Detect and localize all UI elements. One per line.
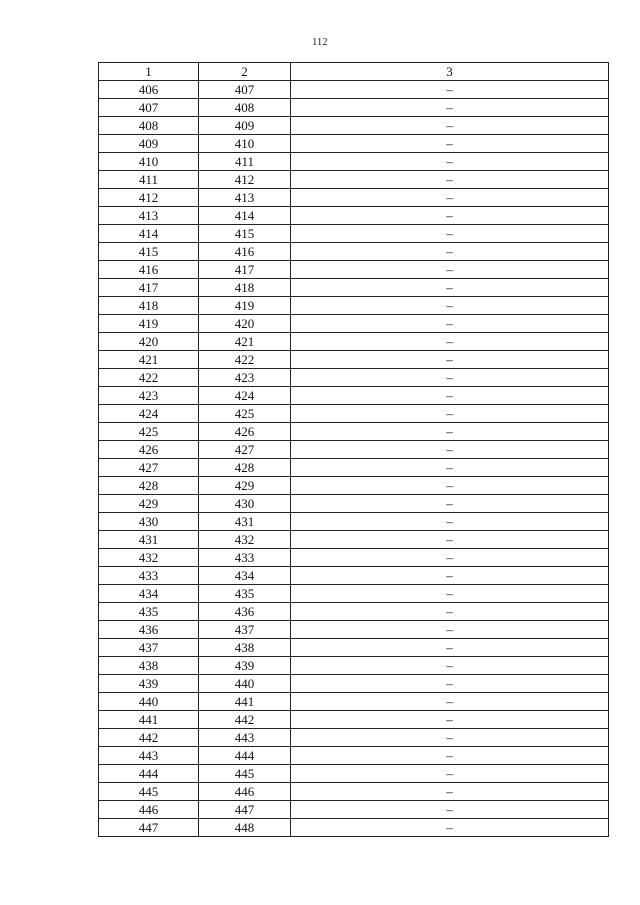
- table-cell-col-2: 418: [199, 279, 291, 297]
- table-row: [99, 657, 609, 675]
- table-row: [99, 711, 609, 729]
- table-header-row: [99, 63, 609, 81]
- column-header-1: 1: [99, 63, 199, 81]
- table-cell-col-3: –: [291, 261, 609, 279]
- table-cell-col-1: 432: [99, 549, 199, 567]
- data-table: [98, 62, 609, 837]
- table-cell-col-1: 425: [99, 423, 199, 441]
- table-cell-col-3: –: [291, 693, 609, 711]
- table-cell-col-1: 430: [99, 513, 199, 531]
- table-cell-col-2: 435: [199, 585, 291, 603]
- table-cell-col-2: 439: [199, 657, 291, 675]
- table-row: [99, 513, 609, 531]
- table-cell-col-2: 419: [199, 297, 291, 315]
- table-cell-col-1: 442: [99, 729, 199, 747]
- table-cell-col-3: –: [291, 621, 609, 639]
- table-cell-col-3: –: [291, 765, 609, 783]
- table-cell-col-1: 407: [99, 99, 199, 117]
- table-cell-col-1: 434: [99, 585, 199, 603]
- table-cell-col-1: 414: [99, 225, 199, 243]
- table-row: [99, 495, 609, 513]
- table-cell-col-1: 410: [99, 153, 199, 171]
- table-cell-col-2: 440: [199, 675, 291, 693]
- table-cell-col-3: –: [291, 387, 609, 405]
- table-cell-col-3: –: [291, 513, 609, 531]
- table-cell-col-1: 412: [99, 189, 199, 207]
- table-cell-col-1: 446: [99, 801, 199, 819]
- table-cell-col-1: 435: [99, 603, 199, 621]
- table-cell-col-1: 447: [99, 819, 199, 837]
- table-row: [99, 135, 609, 153]
- table-row: [99, 99, 609, 117]
- table-row: [99, 459, 609, 477]
- table-cell-col-3: –: [291, 801, 609, 819]
- table-cell-col-2: 433: [199, 549, 291, 567]
- table-cell-col-2: 432: [199, 531, 291, 549]
- table-cell-col-2: 412: [199, 171, 291, 189]
- table-cell-col-1: 413: [99, 207, 199, 225]
- table-cell-col-2: 416: [199, 243, 291, 261]
- table-cell-col-1: 428: [99, 477, 199, 495]
- table-cell-col-3: –: [291, 603, 609, 621]
- table-cell-col-3: –: [291, 351, 609, 369]
- table-cell-col-2: 414: [199, 207, 291, 225]
- table-row: [99, 675, 609, 693]
- table-cell-col-3: –: [291, 171, 609, 189]
- table-cell-col-2: 425: [199, 405, 291, 423]
- table-row: [99, 441, 609, 459]
- table-cell-col-2: 438: [199, 639, 291, 657]
- table-row: [99, 351, 609, 369]
- table-row: [99, 729, 609, 747]
- table-row: [99, 801, 609, 819]
- table-row: [99, 567, 609, 585]
- table-cell-col-3: –: [291, 441, 609, 459]
- table-cell-col-1: 431: [99, 531, 199, 549]
- table-cell-col-2: 441: [199, 693, 291, 711]
- table-row: [99, 297, 609, 315]
- table-row: [99, 117, 609, 135]
- table-cell-col-1: 429: [99, 495, 199, 513]
- table-row: [99, 261, 609, 279]
- table-cell-col-1: 433: [99, 567, 199, 585]
- table-cell-col-1: 424: [99, 405, 199, 423]
- table-cell-col-3: –: [291, 495, 609, 513]
- table-row: [99, 765, 609, 783]
- table-cell-col-3: –: [291, 369, 609, 387]
- table-cell-col-3: –: [291, 657, 609, 675]
- table-cell-col-1: 445: [99, 783, 199, 801]
- table-cell-col-3: –: [291, 477, 609, 495]
- table-row: [99, 603, 609, 621]
- table-row: [99, 207, 609, 225]
- table-row: [99, 693, 609, 711]
- table-header: [99, 63, 609, 81]
- table-cell-col-3: –: [291, 639, 609, 657]
- table-cell-col-3: –: [291, 747, 609, 765]
- table-cell-col-1: 423: [99, 387, 199, 405]
- table-row: [99, 279, 609, 297]
- table-cell-col-1: 419: [99, 315, 199, 333]
- table-cell-col-3: –: [291, 567, 609, 585]
- table-cell-col-3: –: [291, 405, 609, 423]
- table-cell-col-1: 421: [99, 351, 199, 369]
- table-cell-col-3: –: [291, 297, 609, 315]
- table-cell-col-3: –: [291, 189, 609, 207]
- table-cell-col-2: 426: [199, 423, 291, 441]
- table-cell-col-3: –: [291, 99, 609, 117]
- table-row: [99, 243, 609, 261]
- table-row: [99, 477, 609, 495]
- table-row: [99, 315, 609, 333]
- table-cell-col-2: 417: [199, 261, 291, 279]
- table-row: [99, 423, 609, 441]
- table-cell-col-1: 437: [99, 639, 199, 657]
- table-cell-col-1: 420: [99, 333, 199, 351]
- table-cell-col-2: 431: [199, 513, 291, 531]
- table-cell-col-3: –: [291, 783, 609, 801]
- table-cell-col-3: –: [291, 225, 609, 243]
- table-cell-col-2: 429: [199, 477, 291, 495]
- table-cell-col-3: –: [291, 675, 609, 693]
- table-cell-col-3: –: [291, 423, 609, 441]
- table-cell-col-2: 427: [199, 441, 291, 459]
- table-cell-col-3: –: [291, 729, 609, 747]
- table-cell-col-2: 423: [199, 369, 291, 387]
- table-cell-col-3: –: [291, 459, 609, 477]
- table-cell-col-1: 436: [99, 621, 199, 639]
- table-cell-col-3: –: [291, 711, 609, 729]
- table-row: [99, 387, 609, 405]
- table-row: [99, 639, 609, 657]
- table-cell-col-1: 439: [99, 675, 199, 693]
- table-cell-col-3: –: [291, 549, 609, 567]
- table-row: [99, 81, 609, 99]
- table-row: [99, 783, 609, 801]
- table-cell-col-2: 442: [199, 711, 291, 729]
- column-header-3: 3: [291, 63, 609, 81]
- table-cell-col-2: 437: [199, 621, 291, 639]
- table-cell-col-1: 406: [99, 81, 199, 99]
- table-cell-col-2: 413: [199, 189, 291, 207]
- table-cell-col-3: –: [291, 819, 609, 837]
- table-cell-col-2: 424: [199, 387, 291, 405]
- table-cell-col-2: 410: [199, 135, 291, 153]
- table-cell-col-3: –: [291, 243, 609, 261]
- table-cell-col-2: 436: [199, 603, 291, 621]
- table-cell-col-1: 416: [99, 261, 199, 279]
- table-cell-col-1: 409: [99, 135, 199, 153]
- table-cell-col-1: 422: [99, 369, 199, 387]
- table-cell-col-3: –: [291, 117, 609, 135]
- table-cell-col-1: 408: [99, 117, 199, 135]
- table-row: [99, 369, 609, 387]
- table-cell-col-2: 411: [199, 153, 291, 171]
- table-row: [99, 153, 609, 171]
- table-cell-col-3: –: [291, 81, 609, 99]
- table-row: [99, 549, 609, 567]
- table-cell-col-1: 415: [99, 243, 199, 261]
- table-cell-col-3: –: [291, 153, 609, 171]
- table-cell-col-2: 415: [199, 225, 291, 243]
- table-body: [99, 81, 609, 837]
- table-cell-col-1: 443: [99, 747, 199, 765]
- table-row: [99, 225, 609, 243]
- table-cell-col-1: 440: [99, 693, 199, 711]
- table-row: [99, 171, 609, 189]
- table-cell-col-3: –: [291, 315, 609, 333]
- table-cell-col-2: 428: [199, 459, 291, 477]
- table-cell-col-2: 446: [199, 783, 291, 801]
- table-cell-col-2: 409: [199, 117, 291, 135]
- table-cell-col-3: –: [291, 279, 609, 297]
- table-row: [99, 621, 609, 639]
- table-cell-col-1: 411: [99, 171, 199, 189]
- table-row: [99, 189, 609, 207]
- table-cell-col-2: 420: [199, 315, 291, 333]
- table-cell-col-3: –: [291, 585, 609, 603]
- table-cell-col-1: 426: [99, 441, 199, 459]
- table-cell-col-2: 445: [199, 765, 291, 783]
- table-cell-col-1: 438: [99, 657, 199, 675]
- table-cell-col-2: 407: [199, 81, 291, 99]
- table-cell-col-1: 418: [99, 297, 199, 315]
- table-cell-col-3: –: [291, 333, 609, 351]
- column-header-2: 2: [199, 63, 291, 81]
- table-cell-col-2: 444: [199, 747, 291, 765]
- table-row: [99, 747, 609, 765]
- table-cell-col-1: 444: [99, 765, 199, 783]
- table-cell-col-2: 422: [199, 351, 291, 369]
- table-cell-col-2: 430: [199, 495, 291, 513]
- table-cell-col-3: –: [291, 207, 609, 225]
- table-cell-col-2: 434: [199, 567, 291, 585]
- page-number: 112: [312, 37, 328, 48]
- table-cell-col-1: 417: [99, 279, 199, 297]
- table-cell-col-1: 427: [99, 459, 199, 477]
- table-cell-col-2: 447: [199, 801, 291, 819]
- table-cell-col-1: 441: [99, 711, 199, 729]
- table-row: [99, 819, 609, 837]
- table-cell-col-2: 421: [199, 333, 291, 351]
- table-cell-col-2: 443: [199, 729, 291, 747]
- table-row: [99, 531, 609, 549]
- table-row: [99, 585, 609, 603]
- table-cell-col-3: –: [291, 135, 609, 153]
- table-row: [99, 405, 609, 423]
- table-cell-col-2: 448: [199, 819, 291, 837]
- table-cell-col-2: 408: [199, 99, 291, 117]
- table-cell-col-3: –: [291, 531, 609, 549]
- table-row: [99, 333, 609, 351]
